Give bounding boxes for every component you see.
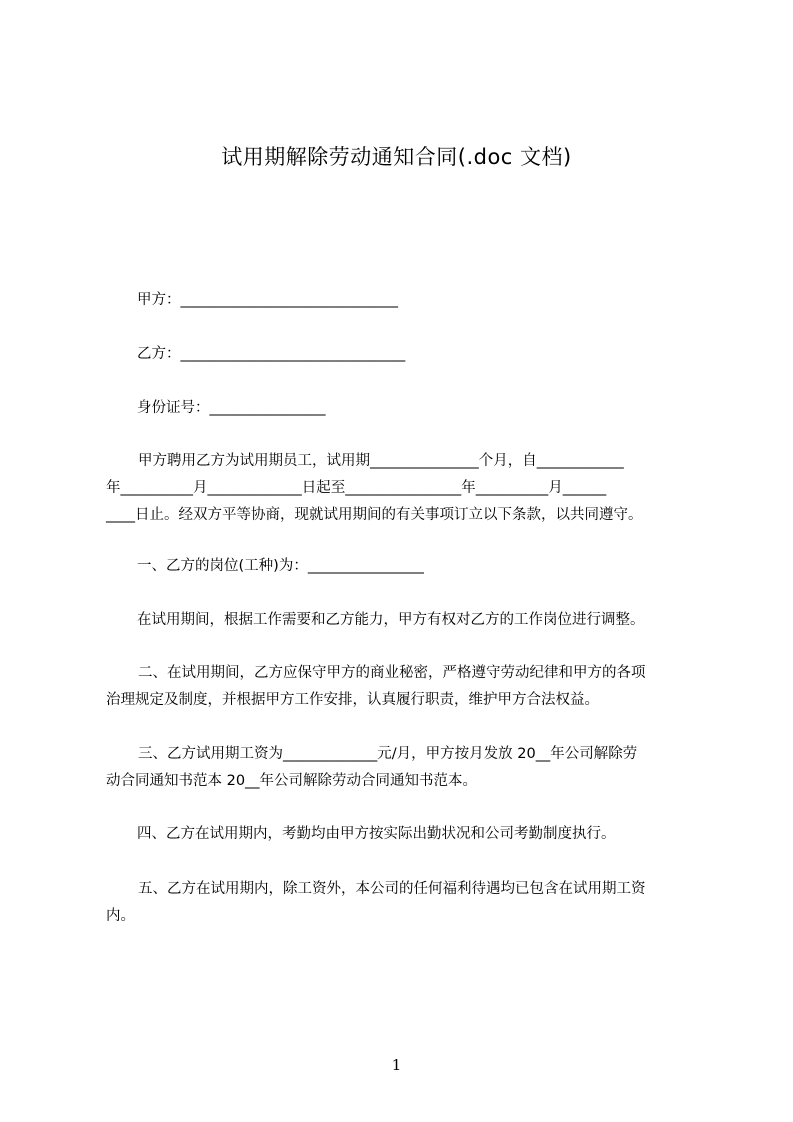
page-number: 1 bbox=[391, 1056, 402, 1074]
party-a-field: 甲方：______________________________ bbox=[137, 292, 398, 308]
clause-5-line-1: 五、乙方在试用期内，除工资外，本公司的任何福利待遇均已包含在试用期工资 bbox=[138, 881, 646, 897]
intro-line-1: 甲方聘用乙方为试用期员工，试用期_______________个月，自____________ bbox=[138, 453, 624, 469]
clause-5-paragraph bbox=[106, 876, 702, 930]
clause-3-line-2: 动合同通知书范本 20__年公司解除劳动合同通知书范本。 bbox=[106, 773, 478, 789]
intro-line-2: 年__________月_____________日起至________________年__________月______ bbox=[106, 480, 607, 496]
id-number-field: 身份证号：________________ bbox=[137, 400, 326, 416]
clause-1-note: 在试用期间，根据工作需要和乙方能力，甲方有权对乙方的工作岗位进行调整。 bbox=[137, 612, 645, 628]
clause-1: 一、乙方的岗位(工种)为：________________ bbox=[137, 558, 424, 574]
intro-line-3: ____日止。经双方平等协商，现就试用期间的有关事项订立以下条款，以共同遵守。 bbox=[106, 507, 643, 523]
party-b-field: 乙方：_______________________________ bbox=[137, 346, 406, 362]
clause-2-paragraph bbox=[106, 660, 702, 714]
intro-paragraph bbox=[106, 448, 702, 529]
clause-3-paragraph bbox=[106, 741, 702, 795]
clause-4: 四、乙方在试用期内，考勤均由甲方按实际出勤状况和公司考勤制度执行。 bbox=[137, 826, 616, 842]
clause-2-line-1: 二、在试用期间，乙方应保守甲方的商业秘密，严格遵守劳动纪律和甲方的各项 bbox=[138, 665, 646, 681]
clause-5-line-2: 内。 bbox=[106, 908, 135, 924]
clause-3-line-1: 三、乙方试用期工资为_____________元/月，甲方按月发放 20__年公司解除劳 bbox=[138, 746, 638, 762]
clause-2-line-2: 治理规定及制度，并根据甲方工作安排，认真履行职责，维护甲方合法权益。 bbox=[106, 692, 599, 708]
document-title: 试用期解除劳动通知合同(.doc 文档) bbox=[221, 145, 572, 169]
